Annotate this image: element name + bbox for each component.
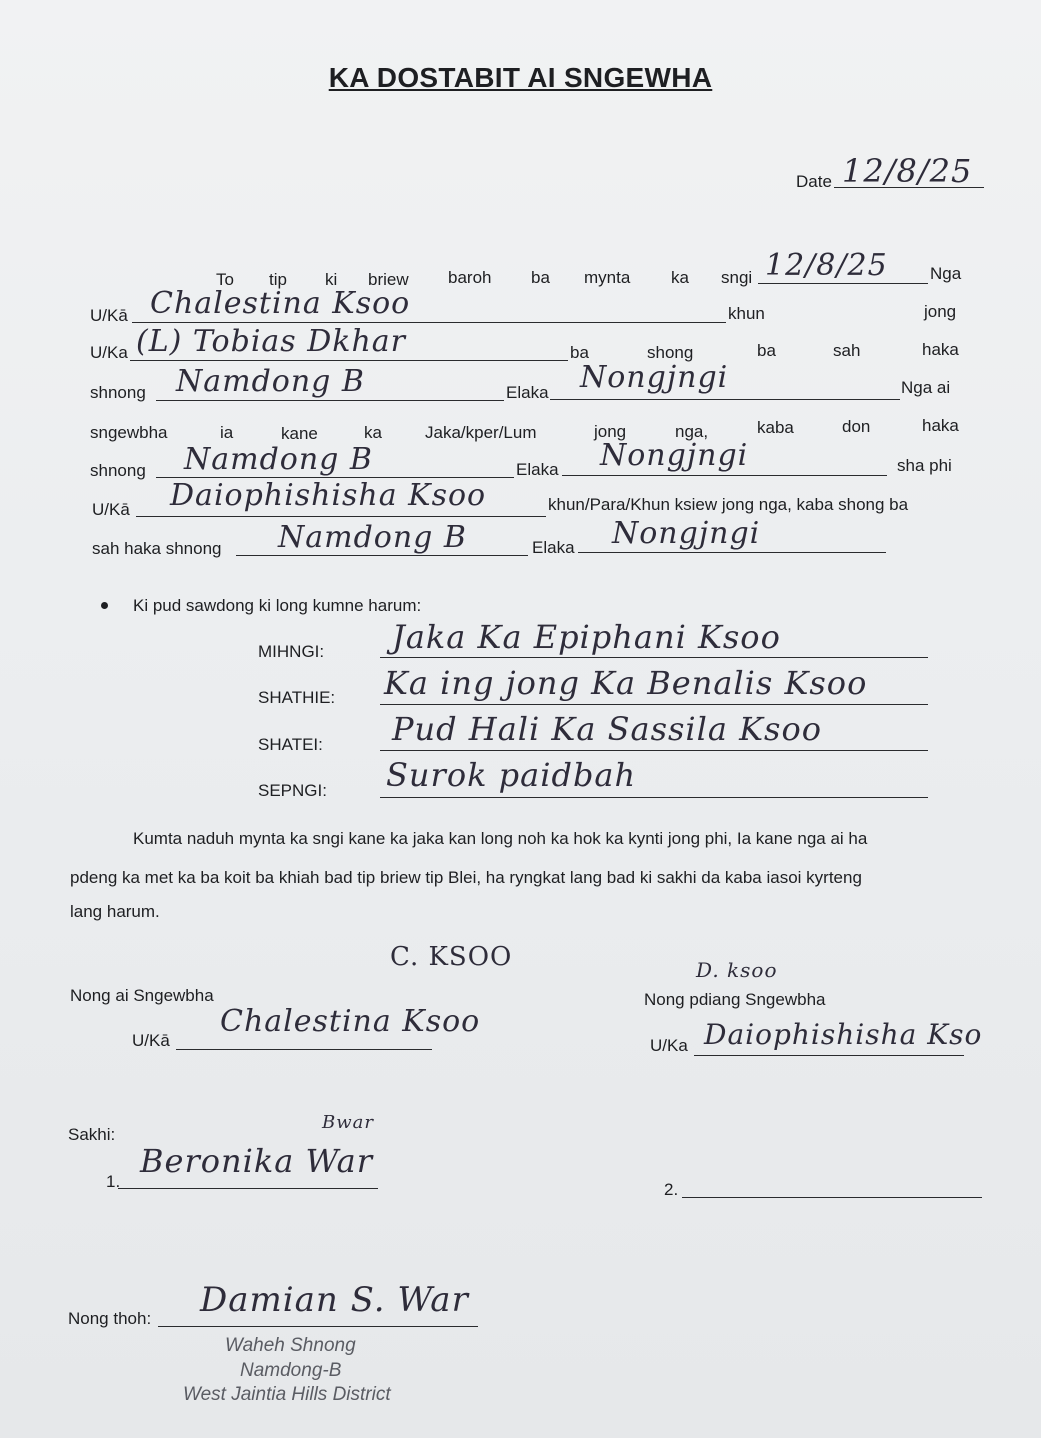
receiver-signature: Daiophishisha Kso [704, 1018, 983, 1051]
bullet-marker [101, 602, 108, 609]
witness-number-1: 1. [106, 1172, 121, 1191]
khun-para-text: khun/Para/Khun ksiew jong nga, kaba shong ba [548, 495, 909, 514]
word-jong-1: jong [924, 302, 957, 321]
shathie-line [380, 704, 928, 705]
label-mihngi: MIHNGI: [258, 642, 325, 661]
receiver-uka: U/Ka [650, 1036, 688, 1055]
village2-value: Namdong B [184, 442, 373, 477]
word-mynta: mynta [584, 268, 631, 287]
word-don: don [842, 417, 871, 436]
elaka2-value: Nongjngi [600, 438, 749, 473]
word-shong: shong [647, 343, 694, 362]
receiver-sign-line [694, 1055, 964, 1056]
sngi-value: 12/8/25 [765, 248, 888, 283]
father-line [130, 360, 568, 361]
witness1-signature: Beronika War [140, 1142, 373, 1180]
giver-initials: C. KSOO [390, 942, 513, 972]
word-elaka-3: Elaka [532, 538, 575, 557]
witness2-line [682, 1197, 982, 1198]
word-kane: kane [281, 424, 318, 443]
owner-name: Chalestina Ksoo [150, 286, 411, 321]
village3-value: Namdong B [278, 520, 467, 555]
sah-haka-shnong-text: sah haka shnong [92, 539, 222, 558]
bounds-intro: Ki pud sawdong ki long kumne harum: [133, 596, 422, 615]
word-ki: ki [325, 270, 338, 289]
word-jong-2: jong [594, 422, 627, 441]
word-sngi: sngi [721, 268, 753, 287]
word-nga: Nga [930, 264, 962, 283]
label-shathie: SHATHIE: [258, 688, 336, 707]
stamp-line-3: West Jaintia Hills District [183, 1384, 391, 1405]
owner-line [132, 322, 726, 323]
stamp-line-1: Waheh Shnong [225, 1335, 356, 1356]
sepngi-line [380, 797, 928, 798]
giver-signature: Chalestina Ksoo [220, 1004, 481, 1039]
shatei-line [380, 750, 928, 751]
village3-line [236, 555, 528, 556]
witness1-initial: Bwar [322, 1112, 374, 1133]
word-briew: briew [368, 270, 409, 289]
sngi-line [758, 283, 928, 284]
date-label: Date [796, 172, 832, 191]
giver-uka: U/Kā [132, 1031, 170, 1050]
writer-sign-line [158, 1326, 478, 1327]
word-tip: tip [269, 270, 287, 289]
witness-label: Sakhi: [68, 1125, 116, 1144]
uka-label-2: U/Ka [90, 343, 128, 362]
word-haka-1: haka [922, 340, 959, 359]
elaka1-line [550, 399, 900, 400]
word-khun: khun [728, 304, 765, 323]
word-jaka-kper-lum: Jaka/kper/Lum [425, 423, 537, 442]
village1-line [156, 400, 504, 401]
word-ka: ka [671, 268, 689, 287]
word-ia: ia [220, 423, 234, 442]
word-kaba: kaba [757, 418, 794, 437]
word-ka-2: ka [364, 423, 382, 442]
mihngi-line [380, 657, 928, 658]
word-nga-comma: nga, [675, 422, 709, 441]
label-shatei: SHATEI: [258, 735, 323, 754]
recipient-line [136, 516, 546, 517]
recipient-name: Daiophishisha Ksoo [170, 478, 487, 513]
giver-sign-line [176, 1049, 432, 1050]
paragraph-line-1: Kumta naduh mynta ka sngi kane ka jaka kan long noh ka hok ka kynti jong phi, Ia kane nga ai ha [133, 829, 868, 848]
mihngi-value: Jaka Ka Epiphani Ksoo [392, 618, 781, 656]
uka-label-3: U/Kā [92, 500, 130, 519]
word-elaka-1: Elaka [506, 383, 549, 402]
paragraph-line-2: pdeng ka met ka ba koit ba khiah bad tip briew tip Blei, ha ryngkat lang bad ki sakhi da kaba iasoi kyrteng [70, 868, 862, 887]
word-shnong-2: shnong [90, 461, 146, 480]
village1-value: Namdong B [176, 364, 365, 399]
word-sha-phi: sha phi [897, 456, 952, 475]
shatei-value: Pud Hali Ka Sassila Ksoo [392, 710, 822, 748]
label-sepngi: SEPNGI: [258, 781, 327, 800]
writer-label: Nong thoh: [68, 1309, 152, 1328]
word-ba: ba [531, 268, 550, 287]
elaka3-line [578, 552, 886, 553]
word-ba-3: ba [757, 341, 776, 360]
elaka1-value: Nongjngi [580, 360, 729, 395]
word-shnong-1: shnong [90, 383, 146, 402]
word-sngewbha: sngewbha [90, 423, 168, 442]
stamp-line-2: Namdong-B [240, 1360, 342, 1381]
paragraph-line-3: lang harum. [70, 902, 160, 921]
shathie-value: Ka ing jong Ka Benalis Ksoo [384, 664, 868, 702]
elaka3-value: Nongjngi [612, 516, 761, 551]
word-haka-2: haka [922, 416, 959, 435]
date-value: 12/8/25 [842, 152, 973, 190]
word-to: To [216, 270, 234, 289]
father-name: (L) Tobias Dkhar [136, 324, 407, 359]
word-sah: sah [833, 341, 861, 360]
word-elaka-2: Elaka [516, 460, 559, 479]
word-baroh: baroh [448, 268, 492, 287]
document-title: KA DOSTABIT AI SNGEWHA [328, 62, 713, 93]
writer-signature: Damian S. War [200, 1280, 469, 1320]
elaka2-line [562, 475, 887, 476]
receiver-label: Nong pdiang Sngewbha [644, 990, 826, 1009]
sepngi-value: Surok paidbah [386, 756, 637, 794]
receiver-initials: D. ksoo [696, 958, 778, 982]
word-nga-ai: Nga ai [901, 378, 951, 397]
witness-number-2: 2. [664, 1180, 679, 1199]
giver-label: Nong ai Sngewbha [70, 986, 214, 1005]
uka-label-1: U/Kā [90, 306, 128, 325]
word-ba-2: ba [570, 343, 589, 362]
witness1-line [118, 1188, 378, 1189]
